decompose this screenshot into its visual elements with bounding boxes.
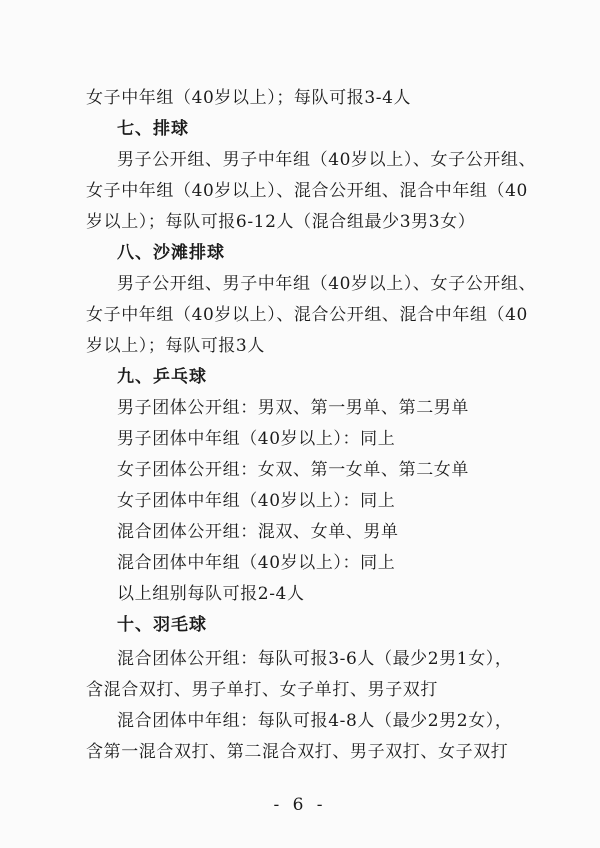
text-line: 男子公开组、男子中年组（40岁以上）、女子公开组、 <box>117 274 537 294</box>
text-line: 女子中年组（40岁以上）、混合公开组、混合中年组（40 <box>86 305 528 325</box>
text-line: 男子团体中年组（40岁以上）：同上 <box>117 429 396 449</box>
text-line: 混合团体中年组（40岁以上）：同上 <box>117 553 396 573</box>
text-line: 女子中年组（40岁以上）、混合公开组、混合中年组（40 <box>86 181 528 201</box>
text-line: 混合团体中年组：每队可报4-8人（最少2男2女）， <box>117 711 513 731</box>
section-heading-table-tennis: 九、乒乓球 <box>117 367 207 387</box>
text-line: 混合团体公开组：混双、女单、男单 <box>117 522 399 542</box>
text-line: 混合团体公开组：每队可报3-6人（最少2男1女）， <box>117 649 513 669</box>
section-heading-volleyball: 七、排球 <box>117 119 189 139</box>
text-line: 岁以上）；每队可报6-12人（混合组最少3男3女） <box>86 212 476 232</box>
text-line: 以上组别每队可报2-4人 <box>117 584 305 604</box>
text-line: 男子公开组、男子中年组（40岁以上）、女子公开组、 <box>117 150 537 170</box>
page-number: - 6 - <box>273 795 327 815</box>
text-line: 岁以上）；每队可报3人 <box>86 336 265 356</box>
text-line: 含第一混合双打、第二混合双打、男子双打、女子双打 <box>86 742 509 762</box>
section-heading-badminton: 十、羽毛球 <box>117 615 207 635</box>
text-line: 女子团体公开组：女双、第一女单、第二女单 <box>117 460 469 480</box>
text-line: 男子团体公开组：男双、第一男单、第二男单 <box>117 398 469 418</box>
text-line: 女子中年组（40岁以上）；每队可报3-4人 <box>86 88 412 108</box>
text-line: 女子团体中年组（40岁以上）：同上 <box>117 491 396 511</box>
section-heading-beach-volleyball: 八、沙滩排球 <box>117 243 225 263</box>
text-line: 含混合双打、男子单打、女子单打、男子双打 <box>86 680 438 700</box>
